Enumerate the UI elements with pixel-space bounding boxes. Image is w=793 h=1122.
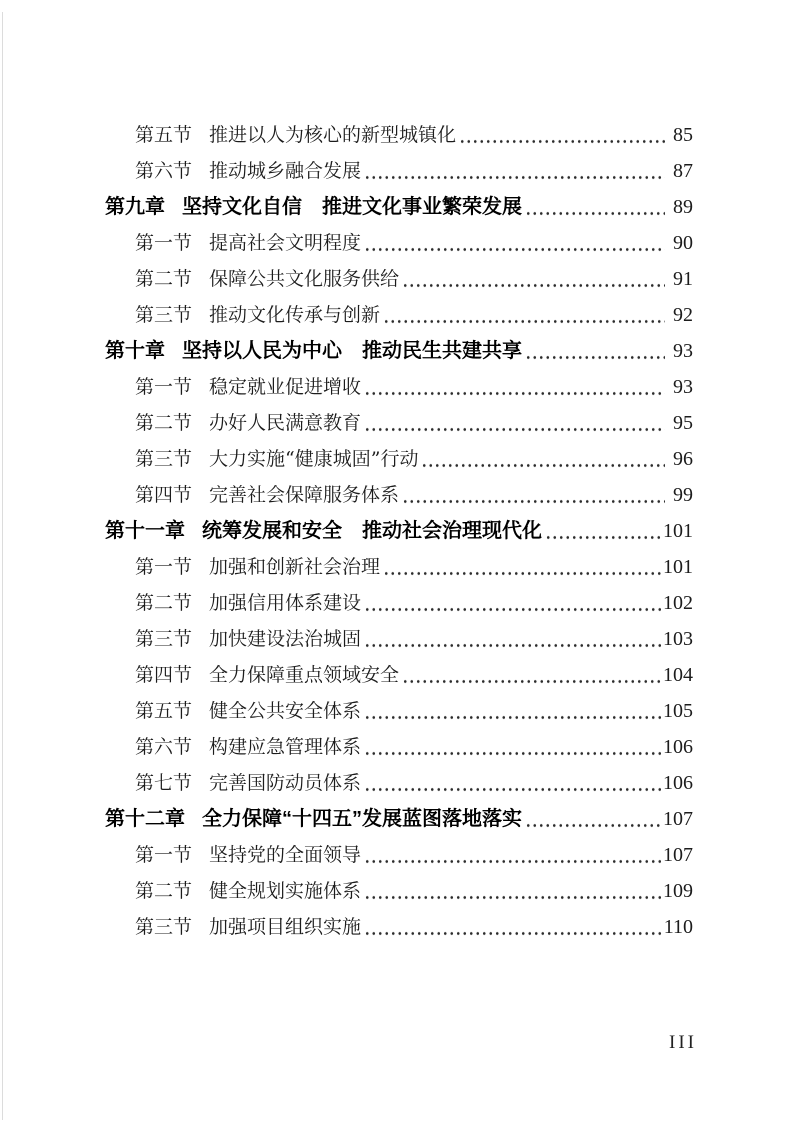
toc-entry-page-number: 107 bbox=[663, 808, 693, 830]
toc-entry-page-number: 90 bbox=[673, 232, 693, 254]
toc-entry-number: 第五节 bbox=[135, 699, 193, 722]
toc-entry-number: 第六节 bbox=[135, 159, 193, 182]
dot-leader bbox=[364, 729, 661, 765]
toc-entry-number: 第七节 bbox=[135, 771, 193, 794]
dot-leader bbox=[525, 189, 665, 225]
toc-entry bbox=[105, 261, 693, 297]
toc-entry-page-number: 93 bbox=[673, 376, 693, 398]
toc-entry-number: 第三节 bbox=[135, 627, 193, 650]
toc-entry-number: 第四节 bbox=[135, 663, 193, 686]
toc-entry-number: 第一节 bbox=[135, 375, 193, 398]
dot-leader bbox=[364, 873, 661, 909]
toc-entry-number: 第二节 bbox=[135, 411, 193, 434]
toc-entry-number: 第一节 bbox=[135, 231, 193, 254]
toc-entry-title: 稳定就业促进增收 bbox=[209, 375, 362, 398]
toc-entry bbox=[105, 873, 693, 909]
toc-entry bbox=[105, 225, 693, 261]
toc-entry bbox=[105, 585, 693, 621]
toc-entry-title: 加强信用体系建设 bbox=[209, 591, 362, 614]
toc-entry-page-number: 103 bbox=[663, 628, 693, 650]
toc-entry-number: 第二节 bbox=[135, 879, 193, 902]
toc-entry-title: 完善社会保障服务体系 bbox=[209, 483, 400, 506]
toc-entry-title: 全力保障重点领域安全 bbox=[209, 663, 400, 686]
toc-entry-title: 大力实施“健康城固”行动 bbox=[209, 447, 419, 470]
toc-entry-page-number: 104 bbox=[663, 664, 693, 686]
page-number: III bbox=[669, 1032, 697, 1053]
toc-entry-title: 提高社会文明程度 bbox=[209, 231, 362, 254]
toc-entry-number: 第四节 bbox=[135, 483, 193, 506]
dot-leader bbox=[545, 513, 661, 549]
toc-entry-number: 第十二章 bbox=[105, 808, 185, 830]
dot-leader bbox=[364, 837, 661, 873]
toc-entry-title: 健全规划实施体系 bbox=[209, 879, 362, 902]
dot-leader bbox=[525, 333, 665, 369]
toc-entry bbox=[105, 117, 693, 153]
toc-entry-page-number: 109 bbox=[663, 880, 693, 902]
toc-entry-number: 第二节 bbox=[135, 267, 193, 290]
toc-entry-page-number: 102 bbox=[663, 592, 693, 614]
toc-entry-number: 第一节 bbox=[135, 555, 193, 578]
toc-entry-number: 第五节 bbox=[135, 123, 193, 146]
toc-entry-page-number: 91 bbox=[673, 268, 693, 290]
toc-entry-title: 统筹发展和安全 推动社会治理现代化 bbox=[202, 520, 542, 542]
toc-entry-page-number: 92 bbox=[673, 304, 693, 326]
dot-leader bbox=[525, 801, 661, 837]
toc-entry bbox=[105, 909, 693, 945]
dot-leader bbox=[364, 369, 665, 405]
dot-leader bbox=[383, 549, 661, 585]
toc-entry-title: 办好人民满意教育 bbox=[209, 411, 362, 434]
toc-entry bbox=[105, 369, 693, 405]
toc-entry-number: 第十一章 bbox=[105, 520, 185, 542]
toc-entry-title: 推动文化传承与创新 bbox=[209, 303, 381, 326]
toc-entry-page-number: 96 bbox=[673, 448, 693, 470]
toc-entry bbox=[105, 513, 693, 549]
toc-entry-title: 完善国防动员体系 bbox=[209, 771, 362, 794]
dot-leader bbox=[402, 261, 665, 297]
toc-entry-title: 推进以人为核心的新型城镇化 bbox=[209, 123, 457, 146]
toc-entry bbox=[105, 693, 693, 729]
toc-entry-title: 加强项目组织实施 bbox=[209, 915, 362, 938]
toc-entry-title: 保障公共文化服务供给 bbox=[209, 267, 400, 290]
toc-entry bbox=[105, 333, 693, 369]
toc-entry bbox=[105, 657, 693, 693]
toc-entry-title: 构建应急管理体系 bbox=[209, 735, 362, 758]
toc-entry bbox=[105, 549, 693, 585]
toc-entry-page-number: 95 bbox=[673, 412, 693, 434]
toc-entry-page-number: 101 bbox=[663, 520, 693, 542]
toc-entry-page-number: 110 bbox=[663, 916, 693, 938]
toc-entry bbox=[105, 189, 693, 225]
dot-leader bbox=[364, 765, 661, 801]
dot-leader bbox=[421, 441, 665, 477]
toc-entry bbox=[105, 801, 693, 837]
toc-entry-page-number: 107 bbox=[663, 844, 693, 866]
toc-entry-title: 全力保障“十四五”发展蓝图落地落实 bbox=[202, 808, 522, 830]
toc-entry-page-number: 85 bbox=[673, 124, 693, 146]
toc-entry-number: 第二节 bbox=[135, 591, 193, 614]
dot-leader bbox=[402, 657, 661, 693]
toc-entry-page-number: 106 bbox=[663, 772, 693, 794]
toc-entry-page-number: 89 bbox=[673, 196, 693, 218]
toc-entry-page-number: 93 bbox=[673, 340, 693, 362]
toc-entry-title: 加快建设法治城固 bbox=[209, 627, 362, 650]
toc-entry-title: 健全公共安全体系 bbox=[209, 699, 362, 722]
toc-entry-page-number: 101 bbox=[663, 556, 693, 578]
dot-leader bbox=[402, 477, 665, 513]
toc-entry bbox=[105, 765, 693, 801]
toc-entry-page-number: 106 bbox=[663, 736, 693, 758]
toc-entry-page-number: 105 bbox=[663, 700, 693, 722]
toc-entry-number: 第三节 bbox=[135, 303, 193, 326]
dot-leader bbox=[364, 693, 661, 729]
toc-entry bbox=[105, 837, 693, 873]
page-edge-line bbox=[2, 12, 3, 1120]
toc-entry-page-number: 99 bbox=[673, 484, 693, 506]
toc-entry-title: 推动城乡融合发展 bbox=[209, 159, 362, 182]
toc-entry-number: 第三节 bbox=[135, 447, 193, 470]
toc-entry-page-number: 87 bbox=[673, 160, 693, 182]
toc-entry bbox=[105, 441, 693, 477]
dot-leader bbox=[364, 153, 665, 189]
toc-entry bbox=[105, 729, 693, 765]
dot-leader bbox=[364, 909, 662, 945]
toc-entry-number: 第一节 bbox=[135, 843, 193, 866]
toc-entry-number: 第六节 bbox=[135, 735, 193, 758]
toc-entry bbox=[105, 153, 693, 189]
toc-entry bbox=[105, 405, 693, 441]
toc-entry bbox=[105, 621, 693, 657]
toc-entry-title: 加强和创新社会治理 bbox=[209, 555, 381, 578]
dot-leader bbox=[383, 297, 665, 333]
toc-entry-title: 坚持文化自信 推进文化事业繁荣发展 bbox=[182, 196, 522, 218]
toc-entry bbox=[105, 297, 693, 333]
toc-entry bbox=[105, 477, 693, 513]
toc-entry-number: 第三节 bbox=[135, 915, 193, 938]
toc-entry-title: 坚持党的全面领导 bbox=[209, 843, 362, 866]
dot-leader bbox=[364, 585, 661, 621]
dot-leader bbox=[364, 405, 665, 441]
dot-leader bbox=[364, 225, 665, 261]
dot-leader bbox=[459, 117, 665, 153]
toc-entry-number: 第九章 bbox=[105, 196, 165, 218]
dot-leader bbox=[364, 621, 661, 657]
toc-entry-number: 第十章 bbox=[105, 340, 165, 362]
table-of-contents bbox=[105, 117, 693, 945]
toc-entry-title: 坚持以人民为中心 推动民生共建共享 bbox=[182, 340, 522, 362]
